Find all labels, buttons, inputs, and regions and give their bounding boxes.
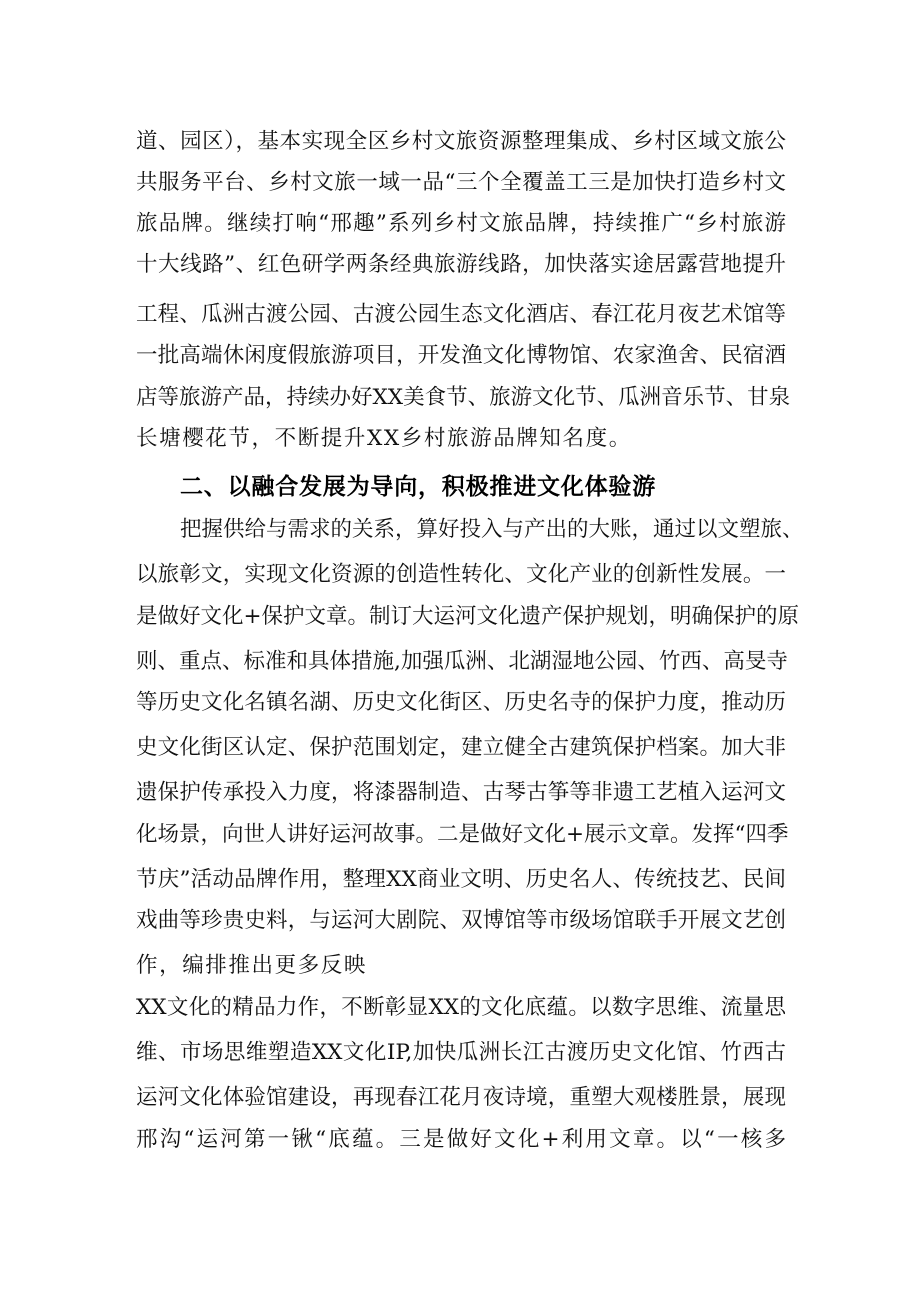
paragraph-1-line: 工程、瓜洲古渡公园、古渡公园生态文化酒店、春江花月夜艺术馆等 [136,302,786,327]
paragraph-1-line: 道、园区），基本实现全区乡村文旅资源整理集成、乡村区域文旅公 [136,129,786,154]
paragraph-1-line: 长塘樱花节，不断提升XX乡村旅游品牌知名度。 [136,426,632,451]
paragraph-1-line: 共服务平台、乡村文旅一域一品“三个全覆盖工三是加快打造乡村文 [136,170,786,195]
paragraph-1-line: 十大线路”、红色研学两条经典旅游线路，加快落实途居露营地提升 [136,252,786,277]
paragraph-1-line: 旅品牌。继续打响“邢趣”系列乡村文旅品牌，持续推广“乡村旅游 [136,211,786,236]
paragraph-2-line: 节庆”活动品牌作用，整理XX商业文明、历史名人、传统技艺、民间 [136,867,786,892]
paragraph-2-line: 化场景，向世人讲好运河故事。二是做好文化+展示文章。发挥“四季 [136,822,789,847]
section-heading: 二、以融合发展为导向，积极推进文化体验游 [180,474,656,500]
paragraph-2-line: 则、重点、标准和具体措施,加强瓜洲、北湖湿地公园、竹西、高旻寺 [136,649,788,674]
paragraph-2-line: 把握供给与需求的关系，算好投入与产出的大账，通过以文塑旅、 [180,517,804,542]
paragraph-2-line: 遗保护传承投入力度，将漆器制造、古琴古筝等非遗工艺植入运河文 [136,780,786,805]
paragraph-3-line: XX文化的精品力作，不断彰显XX的文化底蕴。以数字思维、流量思 [136,995,786,1020]
paragraph-2-line: 作，编排推出更多反映 [136,953,368,978]
paragraph-1-line: 店等旅游产品，持续办好XX美食节、旅游文化节、瓜洲音乐节、甘泉 [136,385,791,410]
paragraph-2-line: 戏曲等珍贵史料，与运河大剧院、双博馆等市级场馆联手开展文艺创 [136,908,786,933]
paragraph-2-line: 是做好文化+保护文章。制订大运河文化遗产保护规划，明确保护的原 [136,604,800,629]
paragraph-2-line: 史文化街区认定、保护范围划定，建立健全古建筑保护档案。加大非 [136,735,786,760]
paragraph-3-line: 运河文化体验馆建设，再现春江花月夜诗境，重塑大观楼胜景，展现 [136,1085,786,1110]
paragraph-2-line: 等历史文化名镇名湖、历史文化街区、历史名寺的保护力度，推动历 [136,690,786,715]
paragraph-2-line: 以旅彰文，实现文化资源的创造性转化、文化产业的创新性发展。一 [136,562,786,587]
paragraph-3-line: 维、市场思维塑造XX文化IP,加快瓜洲长江古渡历史文化馆、竹西古 [136,1040,786,1065]
paragraph-3-line: 邢沟“运河第一锹“底蕴。三是做好文化+利用文章。以“一核多 [136,1127,786,1152]
paragraph-1-line: 一批高端休闲度假旅游项目，开发渔文化博物馆、农家渔舍、民宿酒 [136,343,786,368]
